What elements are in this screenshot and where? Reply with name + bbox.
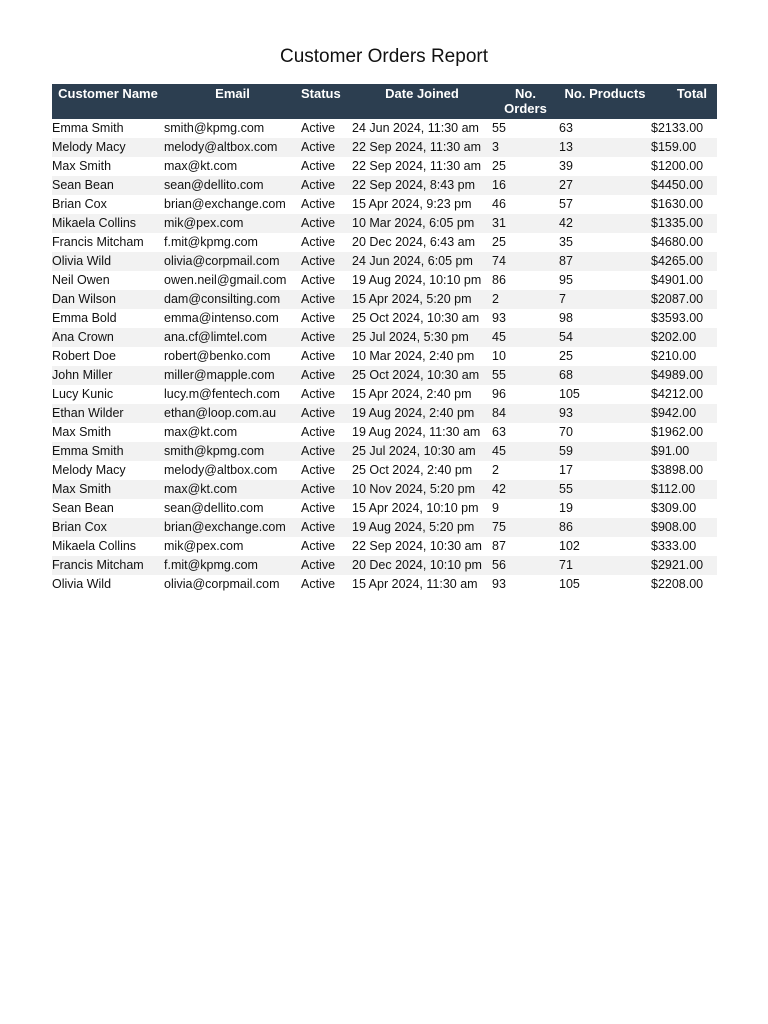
status-cell: Active bbox=[301, 577, 336, 591]
email-cell: max@kt.com bbox=[164, 480, 301, 499]
customer-name-cell: Mikaela Collins bbox=[52, 539, 137, 553]
table-row bbox=[52, 461, 717, 480]
no-orders-cell: 2 bbox=[492, 463, 499, 477]
customer-name-cell: Sean Bean bbox=[52, 176, 164, 195]
column-header-no-products: No. Products bbox=[559, 84, 651, 119]
date-joined-cell: 20 Dec 2024, 10:10 pm bbox=[352, 556, 492, 575]
no-products-cell: 54 bbox=[559, 328, 651, 347]
no-orders-cell: 10 bbox=[492, 349, 506, 363]
no-orders-cell: 25 bbox=[492, 159, 506, 173]
status-cell: Active bbox=[301, 197, 336, 211]
no-orders-cell: 46 bbox=[492, 197, 506, 211]
table-row bbox=[52, 309, 717, 328]
no-products-cell: 105 bbox=[559, 387, 580, 401]
no-orders-cell: 9 bbox=[492, 501, 499, 515]
no-orders-cell: 63 bbox=[492, 425, 506, 439]
total-cell: $2087.00 bbox=[651, 290, 717, 309]
no-products-cell: 39 bbox=[559, 159, 573, 173]
no-products-cell: 86 bbox=[559, 518, 651, 537]
no-orders-cell: 55 bbox=[492, 121, 506, 135]
status-cell: Active bbox=[301, 501, 336, 515]
customer-name-cell: Ethan Wilder bbox=[52, 404, 164, 423]
total-cell: $2133.00 bbox=[651, 121, 704, 135]
total-cell: $1200.00 bbox=[651, 159, 704, 173]
table-row bbox=[52, 518, 717, 537]
status-cell: Active bbox=[301, 176, 352, 195]
table-row bbox=[52, 176, 717, 195]
no-orders-cell: 93 bbox=[492, 311, 506, 325]
customer-name-cell: Sean Bean bbox=[52, 501, 114, 515]
status-cell: Active bbox=[301, 349, 336, 363]
email-cell: melody@altbox.com bbox=[164, 463, 278, 477]
date-joined-cell: 20 Dec 2024, 6:43 am bbox=[352, 235, 475, 249]
email-cell: sean@dellito.com bbox=[164, 501, 264, 515]
table-row bbox=[52, 233, 717, 252]
customer-name-cell: Emma Bold bbox=[52, 311, 117, 325]
email-cell: melody@altbox.com bbox=[164, 138, 301, 157]
total-cell: $3898.00 bbox=[651, 463, 704, 477]
no-products-cell: 55 bbox=[559, 480, 651, 499]
date-joined-cell: 10 Mar 2024, 2:40 pm bbox=[352, 349, 475, 363]
no-orders-cell: 45 bbox=[492, 442, 559, 461]
status-cell: Active bbox=[301, 159, 336, 173]
date-joined-cell: 19 Aug 2024, 2:40 pm bbox=[352, 404, 492, 423]
no-products-cell: 57 bbox=[559, 197, 573, 211]
no-products-cell: 93 bbox=[559, 404, 651, 423]
table-row bbox=[52, 442, 717, 461]
no-orders-cell: 55 bbox=[492, 366, 559, 385]
total-cell: $4901.00 bbox=[651, 273, 704, 287]
no-orders-cell: 16 bbox=[492, 176, 559, 195]
table-row bbox=[52, 138, 717, 157]
customer-name-cell: Mikaela Collins bbox=[52, 214, 164, 233]
table-row bbox=[52, 157, 717, 176]
email-cell: max@kt.com bbox=[164, 425, 238, 439]
date-joined-cell: 10 Nov 2024, 5:20 pm bbox=[352, 480, 492, 499]
status-cell: Active bbox=[301, 138, 352, 157]
no-orders-cell: 75 bbox=[492, 518, 559, 537]
total-cell: $4212.00 bbox=[651, 387, 704, 401]
customer-name-cell: Olivia Wild bbox=[52, 252, 164, 271]
email-cell: robert@benko.com bbox=[164, 349, 271, 363]
customer-name-cell: Max Smith bbox=[52, 159, 112, 173]
customer-name-cell: Max Smith bbox=[52, 480, 164, 499]
status-cell: Active bbox=[301, 480, 352, 499]
table-row bbox=[52, 575, 717, 594]
status-cell: Active bbox=[301, 463, 336, 477]
email-cell: brian@exchange.com bbox=[164, 197, 286, 211]
no-products-cell: 63 bbox=[559, 121, 573, 135]
date-joined-cell: 25 Oct 2024, 10:30 am bbox=[352, 366, 492, 385]
table-row bbox=[52, 404, 717, 423]
column-header-status: Status bbox=[301, 84, 352, 119]
no-products-cell: 25 bbox=[559, 349, 573, 363]
column-header-date-joined: Date Joined bbox=[352, 84, 492, 119]
no-orders-cell: 56 bbox=[492, 556, 559, 575]
no-products-cell: 98 bbox=[559, 311, 573, 325]
date-joined-cell: 22 Sep 2024, 8:43 pm bbox=[352, 176, 492, 195]
date-joined-cell: 25 Oct 2024, 2:40 pm bbox=[352, 463, 473, 477]
status-cell: Active bbox=[301, 252, 352, 271]
total-cell: $112.00 bbox=[651, 480, 717, 499]
orders-table bbox=[52, 84, 717, 594]
date-joined-cell: 22 Sep 2024, 11:30 am bbox=[352, 159, 482, 173]
no-orders-cell: 86 bbox=[492, 273, 506, 287]
status-cell: Active bbox=[301, 235, 336, 249]
no-products-cell: 95 bbox=[559, 273, 573, 287]
header-row bbox=[52, 84, 717, 119]
customer-name-cell: Max Smith bbox=[52, 425, 112, 439]
column-header-customer-name: Customer Name bbox=[52, 84, 164, 119]
status-cell: Active bbox=[301, 539, 336, 553]
total-cell: $3593.00 bbox=[651, 311, 704, 325]
table-row bbox=[52, 556, 717, 575]
total-cell: $1630.00 bbox=[651, 197, 704, 211]
table-header bbox=[52, 84, 717, 119]
total-cell: $91.00 bbox=[651, 442, 717, 461]
customer-name-cell: Brian Cox bbox=[52, 518, 164, 537]
customer-name-cell: Brian Cox bbox=[52, 197, 107, 211]
table-row bbox=[52, 499, 717, 518]
status-cell: Active bbox=[301, 214, 352, 233]
date-joined-cell: 15 Apr 2024, 9:23 pm bbox=[352, 197, 472, 211]
date-joined-cell: 25 Jul 2024, 5:30 pm bbox=[352, 328, 492, 347]
total-cell: $309.00 bbox=[651, 501, 697, 515]
table-row bbox=[52, 537, 717, 556]
total-cell: $210.00 bbox=[651, 349, 697, 363]
table-body bbox=[52, 119, 717, 594]
no-orders-cell: 3 bbox=[492, 138, 559, 157]
table-row bbox=[52, 195, 717, 214]
table-row bbox=[52, 366, 717, 385]
table-row bbox=[52, 480, 717, 499]
customer-name-cell: John Miller bbox=[52, 366, 164, 385]
report-title: Customer Orders Report bbox=[279, 46, 488, 67]
table-row bbox=[52, 347, 717, 366]
customer-name-cell: Emma Smith bbox=[52, 121, 124, 135]
no-products-cell: 13 bbox=[559, 138, 651, 157]
email-cell: mik@pex.com bbox=[164, 539, 244, 553]
email-cell: max@kt.com bbox=[164, 159, 238, 173]
no-products-cell: 17 bbox=[559, 463, 573, 477]
email-cell: owen.neil@gmail.com bbox=[164, 273, 287, 287]
total-cell: $4265.00 bbox=[651, 252, 717, 271]
total-cell: $1335.00 bbox=[651, 214, 717, 233]
date-joined-cell: 25 Jul 2024, 10:30 am bbox=[352, 442, 492, 461]
customer-name-cell: Melody Macy bbox=[52, 138, 164, 157]
status-cell: Active bbox=[301, 366, 352, 385]
table-row bbox=[52, 290, 717, 309]
no-products-cell: 102 bbox=[559, 539, 580, 553]
customer-name-cell: Dan Wilson bbox=[52, 290, 164, 309]
email-cell: smith@kpmg.com bbox=[164, 442, 301, 461]
table-row bbox=[52, 252, 717, 271]
customer-name-cell: Francis Mitcham bbox=[52, 556, 164, 575]
date-joined-cell: 15 Apr 2024, 11:30 am bbox=[352, 577, 478, 591]
status-cell: Active bbox=[301, 518, 352, 537]
no-products-cell: 70 bbox=[559, 425, 573, 439]
customer-name-cell: Francis Mitcham bbox=[52, 235, 144, 249]
status-cell: Active bbox=[301, 425, 336, 439]
no-products-cell: 105 bbox=[559, 577, 580, 591]
date-joined-cell: 15 Apr 2024, 2:40 pm bbox=[352, 387, 472, 401]
status-cell: Active bbox=[301, 273, 336, 287]
customer-name-cell: Ana Crown bbox=[52, 328, 164, 347]
email-cell: f.mit@kpmg.com bbox=[164, 235, 258, 249]
date-joined-cell: 25 Oct 2024, 10:30 am bbox=[352, 311, 480, 325]
status-cell: Active bbox=[301, 290, 352, 309]
email-cell: smith@kpmg.com bbox=[164, 121, 265, 135]
email-cell: sean@dellito.com bbox=[164, 176, 301, 195]
status-cell: Active bbox=[301, 442, 352, 461]
no-products-cell: 87 bbox=[559, 252, 651, 271]
date-joined-cell: 19 Aug 2024, 10:10 pm bbox=[352, 273, 482, 287]
email-cell: olivia@corpmail.com bbox=[164, 577, 280, 591]
email-cell: brian@exchange.com bbox=[164, 518, 301, 537]
table-row bbox=[52, 385, 717, 404]
customer-name-cell: Lucy Kunic bbox=[52, 387, 114, 401]
no-orders-cell: 45 bbox=[492, 328, 559, 347]
table-row bbox=[52, 271, 717, 290]
email-cell: mik@pex.com bbox=[164, 214, 301, 233]
email-cell: ana.cf@limtel.com bbox=[164, 328, 301, 347]
email-cell: olivia@corpmail.com bbox=[164, 252, 301, 271]
status-cell: Active bbox=[301, 311, 336, 325]
date-joined-cell: 24 Jun 2024, 11:30 am bbox=[352, 121, 479, 135]
status-cell: Active bbox=[301, 328, 352, 347]
status-cell: Active bbox=[301, 556, 352, 575]
column-header-no-orders: No. Orders bbox=[492, 84, 559, 119]
no-products-cell: 19 bbox=[559, 501, 573, 515]
date-joined-cell: 22 Sep 2024, 11:30 am bbox=[352, 138, 492, 157]
date-joined-cell: 15 Apr 2024, 5:20 pm bbox=[352, 290, 492, 309]
total-cell: $4680.00 bbox=[651, 235, 704, 249]
total-cell: $2208.00 bbox=[651, 577, 704, 591]
no-orders-cell: 84 bbox=[492, 404, 559, 423]
email-cell: dam@consilting.com bbox=[164, 290, 301, 309]
table-row bbox=[52, 214, 717, 233]
no-orders-cell: 74 bbox=[492, 252, 559, 271]
status-cell: Active bbox=[301, 404, 352, 423]
no-products-cell: 71 bbox=[559, 556, 651, 575]
date-joined-cell: 10 Mar 2024, 6:05 pm bbox=[352, 214, 492, 233]
no-orders-cell: 96 bbox=[492, 387, 506, 401]
no-products-cell: 7 bbox=[559, 290, 651, 309]
email-cell: f.mit@kpmg.com bbox=[164, 556, 301, 575]
no-orders-cell: 2 bbox=[492, 290, 559, 309]
total-cell: $2921.00 bbox=[651, 556, 717, 575]
no-orders-cell: 93 bbox=[492, 577, 506, 591]
date-joined-cell: 22 Sep 2024, 10:30 am bbox=[352, 539, 482, 553]
no-products-cell: 35 bbox=[559, 235, 573, 249]
no-products-cell: 42 bbox=[559, 214, 651, 233]
column-header-total: Total bbox=[651, 84, 717, 119]
date-joined-cell: 15 Apr 2024, 10:10 pm bbox=[352, 501, 479, 515]
status-cell: Active bbox=[301, 121, 336, 135]
email-cell: emma@intenso.com bbox=[164, 311, 279, 325]
email-cell: lucy.m@fentech.com bbox=[164, 387, 280, 401]
total-cell: $333.00 bbox=[651, 539, 697, 553]
total-cell: $1962.00 bbox=[651, 425, 704, 439]
total-cell: $4450.00 bbox=[651, 176, 717, 195]
status-cell: Active bbox=[301, 387, 336, 401]
no-orders-cell: 42 bbox=[492, 480, 559, 499]
total-cell: $159.00 bbox=[651, 138, 717, 157]
email-cell: miller@mapple.com bbox=[164, 366, 301, 385]
total-cell: $202.00 bbox=[651, 328, 717, 347]
date-joined-cell: 19 Aug 2024, 5:20 pm bbox=[352, 518, 492, 537]
customer-name-cell: Olivia Wild bbox=[52, 577, 112, 591]
customer-name-cell: Robert Doe bbox=[52, 349, 116, 363]
customer-name-cell: Melody Macy bbox=[52, 463, 126, 477]
no-products-cell: 68 bbox=[559, 366, 651, 385]
table-row bbox=[52, 119, 717, 138]
total-cell: $942.00 bbox=[651, 404, 717, 423]
email-cell: ethan@loop.com.au bbox=[164, 404, 301, 423]
date-joined-cell: 19 Aug 2024, 11:30 am bbox=[352, 425, 481, 439]
customer-name-cell: Neil Owen bbox=[52, 273, 110, 287]
table-row bbox=[52, 423, 717, 442]
table-row bbox=[52, 328, 717, 347]
date-joined-cell: 24 Jun 2024, 6:05 pm bbox=[352, 252, 492, 271]
no-orders-cell: 25 bbox=[492, 235, 506, 249]
total-cell: $4989.00 bbox=[651, 366, 717, 385]
total-cell: $908.00 bbox=[651, 518, 717, 537]
no-products-cell: 27 bbox=[559, 176, 651, 195]
no-products-cell: 59 bbox=[559, 442, 651, 461]
no-orders-cell: 87 bbox=[492, 539, 506, 553]
customer-name-cell: Emma Smith bbox=[52, 442, 164, 461]
no-orders-cell: 31 bbox=[492, 214, 559, 233]
column-header-email: Email bbox=[164, 84, 301, 119]
